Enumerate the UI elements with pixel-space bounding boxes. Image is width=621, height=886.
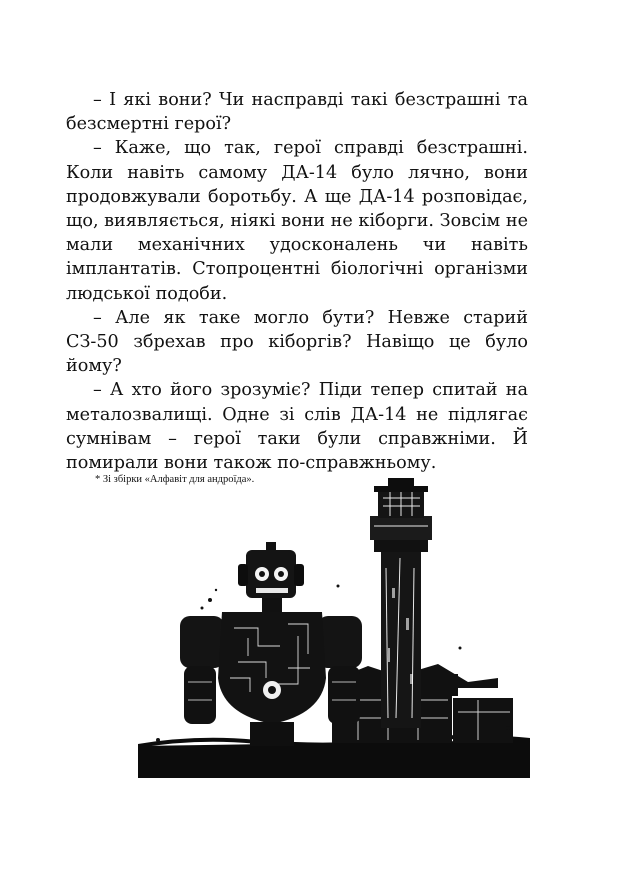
robot-and-tower-illustration [138,478,530,778]
story-text [66,88,528,475]
paragraph-3: – Але як таке могло бути? Невже старий СЗ-50 збрехав про кіборгів? Навіщо це було йому? [66,307,528,377]
paragraph-1: – І які вони? Чи насправді такі безстрашні та безсмертні герої? [66,90,528,135]
robot-illustration [180,542,362,746]
paragraph-2: – Каже, що так, герої справді безстрашні. Коли навіть самому ДА-14 було лячно, вони продовжували боротьбу. А ще ДА-14 розповідає, що, виявляється, ніякі вони не кіборги. Зовсім не мали механічних удосконалень чи навіть імплантатів. Стопроцентні біологічні організми людської подоби. [66,138,528,304]
paragraph-4: – А хто його зрозуміє? Піди тепер спитай на металозвалищі. Одне зі слів ДА-14 не підлягає сумнівам – герої таки були справжніми. Й помирали вони також по-справжньому. [66,380,528,474]
footnote: * Зі збірки «Алфавіт для андроїда». [95,474,255,485]
